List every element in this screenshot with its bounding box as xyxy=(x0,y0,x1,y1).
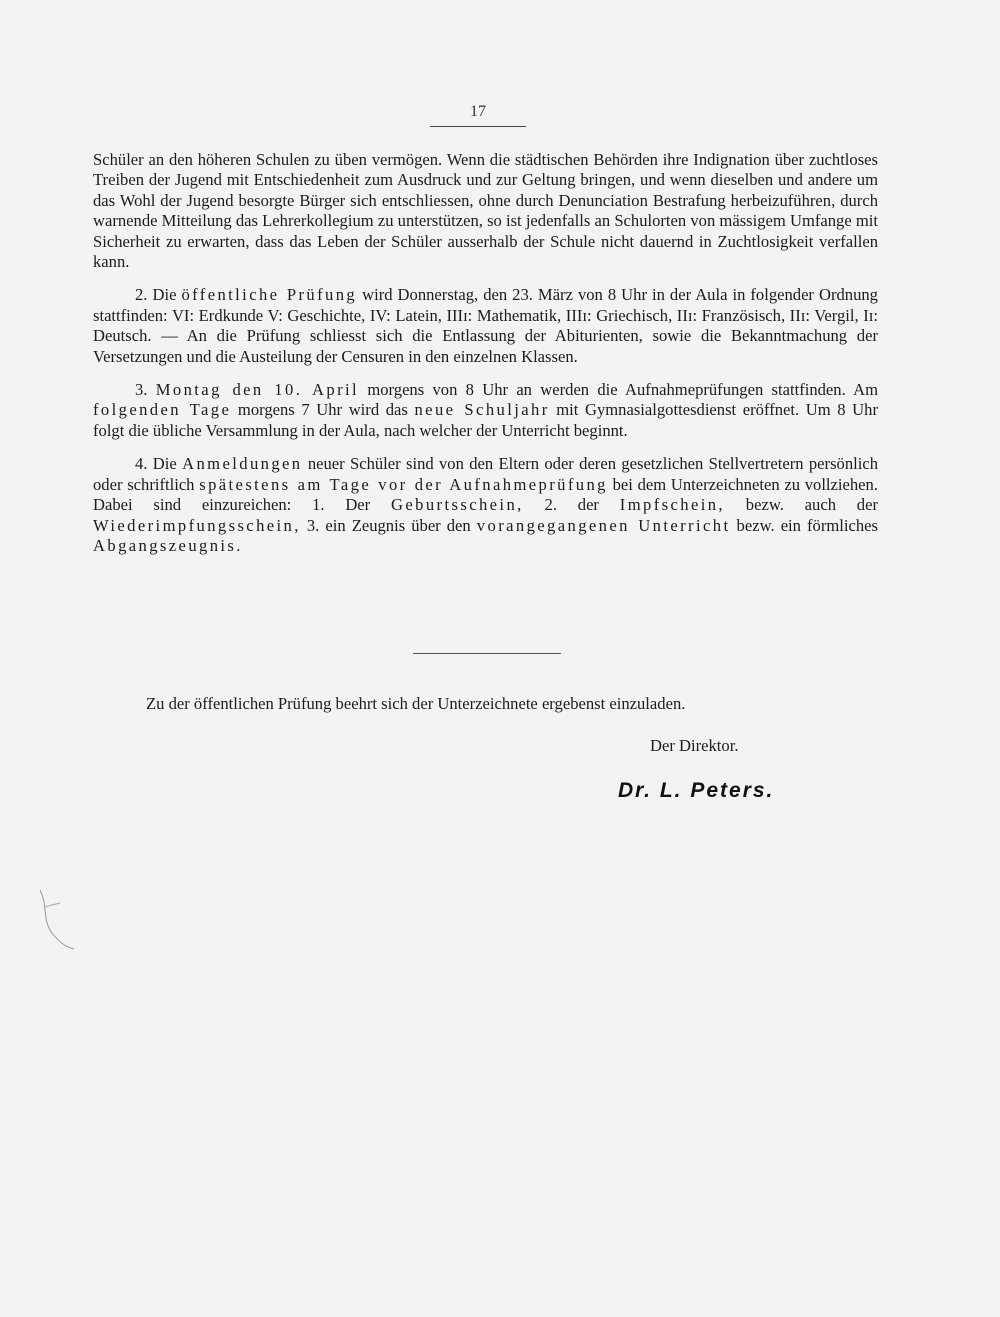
paragraph-2-text-b: wird Donnerstag, den 23. März von 8 Uhr in der Aula in folgender Ordnung stattfinden: VI: Erdkunde V: Geschichte, IV: Latein, IIIɪ: Mathematik, IIIɪ: Griechisch, IIɪ: Französisch, IIɪ: Vergil, Iɪ: Deutsch. — An die Prüfung schliesst sich die Entlassung der Abiturienten, sowie die Bekanntmachung der Versetzungen und die Austeilung der Censuren in den einzelnen Klassen. xyxy=(93,285,878,366)
paragraph-3-number: 3. xyxy=(135,380,148,400)
page-number-rule xyxy=(430,126,526,127)
invitation-line: Zu der öffentlichen Prüfung beehrt sich der Unterzeichnete ergebenst einzuladen. xyxy=(146,694,686,713)
paragraph-4-text-a: Die xyxy=(152,454,177,474)
paragraph-4-text-f: 3. ein Zeugnis über den xyxy=(306,515,471,535)
paragraph-2-spaced-a: öffentliche Prüfung xyxy=(181,285,358,305)
paragraph-4-spaced-b: spätestens am Tage vor der Aufnahmeprüfung xyxy=(199,474,608,494)
paragraph-3 xyxy=(93,380,878,441)
paragraph-3-text-a: morgens von 8 Uhr an werden die Aufnahmeprüfungen stattfinden. Am xyxy=(367,380,879,400)
body-text xyxy=(93,150,878,569)
section-divider xyxy=(413,653,561,654)
paragraph-1: Schüler an den höheren Schulen zu üben vermögen. Wenn die städtischen Behörden ihre Indignation über zuchtloses Treiben der Jugend mit Entschiedenheit zum Ausdruck und zur Geltung bringen, und wenn dieselben und andere um das Wohl der Jugend besorgte Bürger sich entschliessen, ohne durch Denunciation Bestrafung herbeizuführen, durch warnende Mitteilung das Lehrerkollegium zu unterstützen, so ist jedenfalls an Schulorten von mässigem Umfange mit Sicherheit zu erwarten, dass das Leben der Schüler ausserhalb der Schule nicht dauernd in Zuchtlosigkeit verfallen kann. xyxy=(93,150,878,272)
paragraph-4 xyxy=(93,454,878,556)
paragraph-4-text-d: 2. der xyxy=(544,495,599,515)
paragraph-4-spaced-g: Abgangszeugnis. xyxy=(93,535,243,555)
page-number: 17 xyxy=(470,103,486,120)
paragraph-3-spaced-a: Montag den 10. April xyxy=(155,380,360,400)
paragraph-4-text-b: neuer Schüler sind von den Eltern oder deren gesetzlichen Stellvertretern persönlich oder schriftlich xyxy=(93,454,878,494)
signature: Dr. L. Peters. xyxy=(618,779,775,802)
paragraph-4-text-c: bei dem Unterzeichneten zu vollziehen. Dabei sind einzureichen: 1. Der xyxy=(93,474,878,515)
paragraph-2 xyxy=(93,285,878,367)
paragraph-4-text-e: bezw. auch der xyxy=(745,495,878,515)
paragraph-2-text-a: Die xyxy=(152,285,177,305)
paragraph-3-text-b: morgens 7 Uhr wird das xyxy=(237,400,408,420)
paragraph-3-text-c: mit Gymnasialgottesdienst eröffnet. Um 8 Uhr folgt die übliche Versammlung in der Aula, nach welcher der Unterricht beginnt. xyxy=(93,400,878,440)
paragraph-4-text-g: bezw. ein förmliches xyxy=(736,515,878,535)
paragraph-4-spaced-d: Impfschein, xyxy=(619,495,725,515)
paragraph-3-spaced-b: folgenden Tage xyxy=(93,400,232,420)
paragraph-4-number: 4. xyxy=(135,454,148,474)
paragraph-4-spaced-e: Wiederimpfungsschein, xyxy=(93,515,301,535)
paragraph-2-number: 2. xyxy=(135,285,148,305)
director-title: Der Direktor. xyxy=(650,736,739,755)
paragraph-4-spaced-f: vorangegangenen Unterricht xyxy=(476,515,731,535)
margin-pencil-mark xyxy=(30,885,80,955)
paragraph-3-spaced-c: neue Schuljahr xyxy=(414,400,550,420)
paragraph-4-spaced-a: Anmeldungen xyxy=(182,454,303,474)
paragraph-4-spaced-c: Geburtsschein, xyxy=(391,495,524,515)
